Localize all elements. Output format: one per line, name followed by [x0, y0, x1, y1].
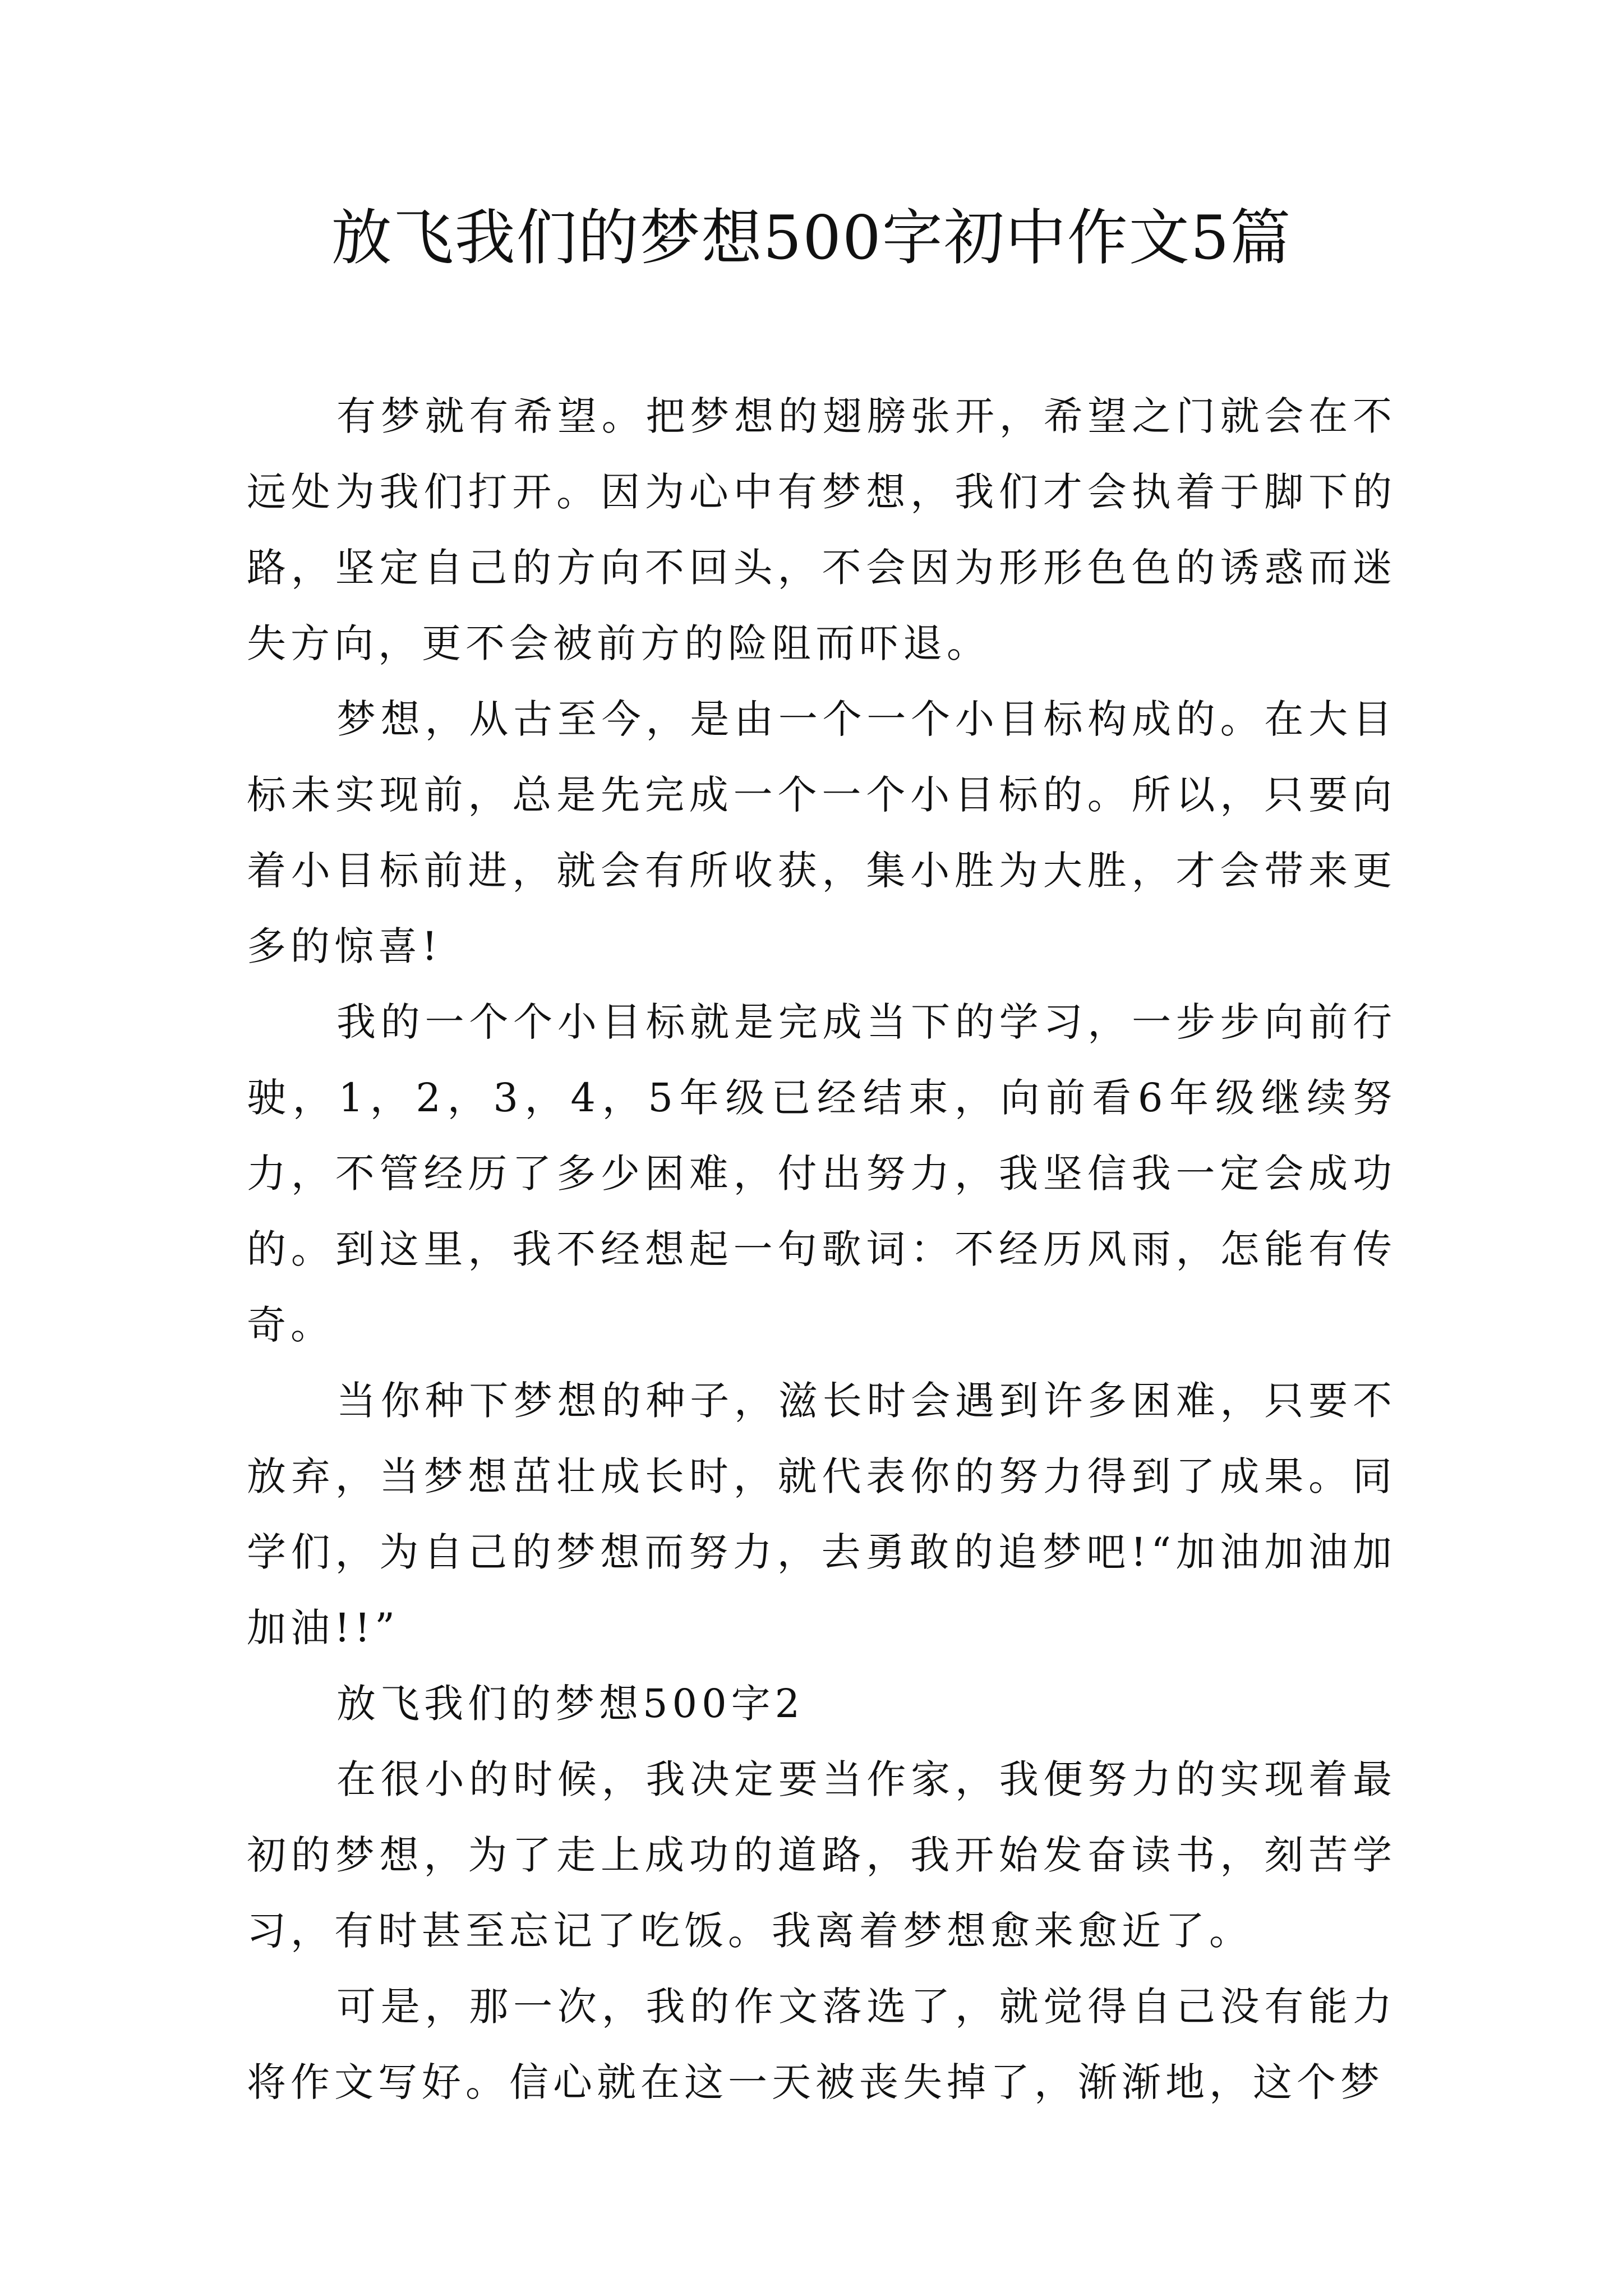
paragraph-2: 梦想，从古至今，是由一个一个小目标构成的。在大目标未实现前，总是先完成一个一个小目标的。所以，只要向着小目标前进，就会有所收获，集小胜为大胜，才会带来更多的惊喜! — [247, 696, 1396, 969]
paragraph-5: 在很小的时候，我决定要当作家，我便努力的实现着最初的梦想，为了走上成功的道路，我开始发奋读书，刻苦学习，有时甚至忘记了吃饭。我离着梦想愈来愈近了。 — [247, 1756, 1396, 1954]
paragraph-4: 当你种下梦想的种子，滋长时会遇到许多困难，只要不放弃，当梦想茁壮成长时，就代表你的努力得到了成果。同学们，为自己的梦想而努力，去勇敢的追梦吧!“加油加油加加油!!” — [247, 1378, 1396, 1651]
document-body — [247, 379, 1396, 2120]
paragraph-1: 有梦就有希望。把梦想的翅膀张开，希望之门就会在不远处为我们打开。因为心中有梦想，我们才会执着于脚下的路，坚定自己的方向不回头，不会因为形形色色的诱惑而迷失方向，更不会被前方的险阻而吓退。 — [247, 393, 1396, 666]
document-title: 放飞我们的梦想500字初中作文5篇 — [331, 203, 1292, 273]
section-heading-2: 放飞我们的梦想500字2 — [336, 1681, 805, 1727]
paragraph-3: 我的一个个小目标就是完成当下的学习，一步步向前行驶，1，2，3，4，5年级已经结束，向前看6年级继续努力，不管经历了多少困难，付出努力，我坚信我一定会成功的。到这里，我不经想起一句歌词：不经历风雨，怎能有传奇。 — [247, 999, 1396, 1348]
paragraph-6: 可是，那一次，我的作文落选了，就觉得自己没有能力将作文写好。信心就在这一天被丧失掉了，渐渐地，这个梦 — [247, 1984, 1396, 2105]
